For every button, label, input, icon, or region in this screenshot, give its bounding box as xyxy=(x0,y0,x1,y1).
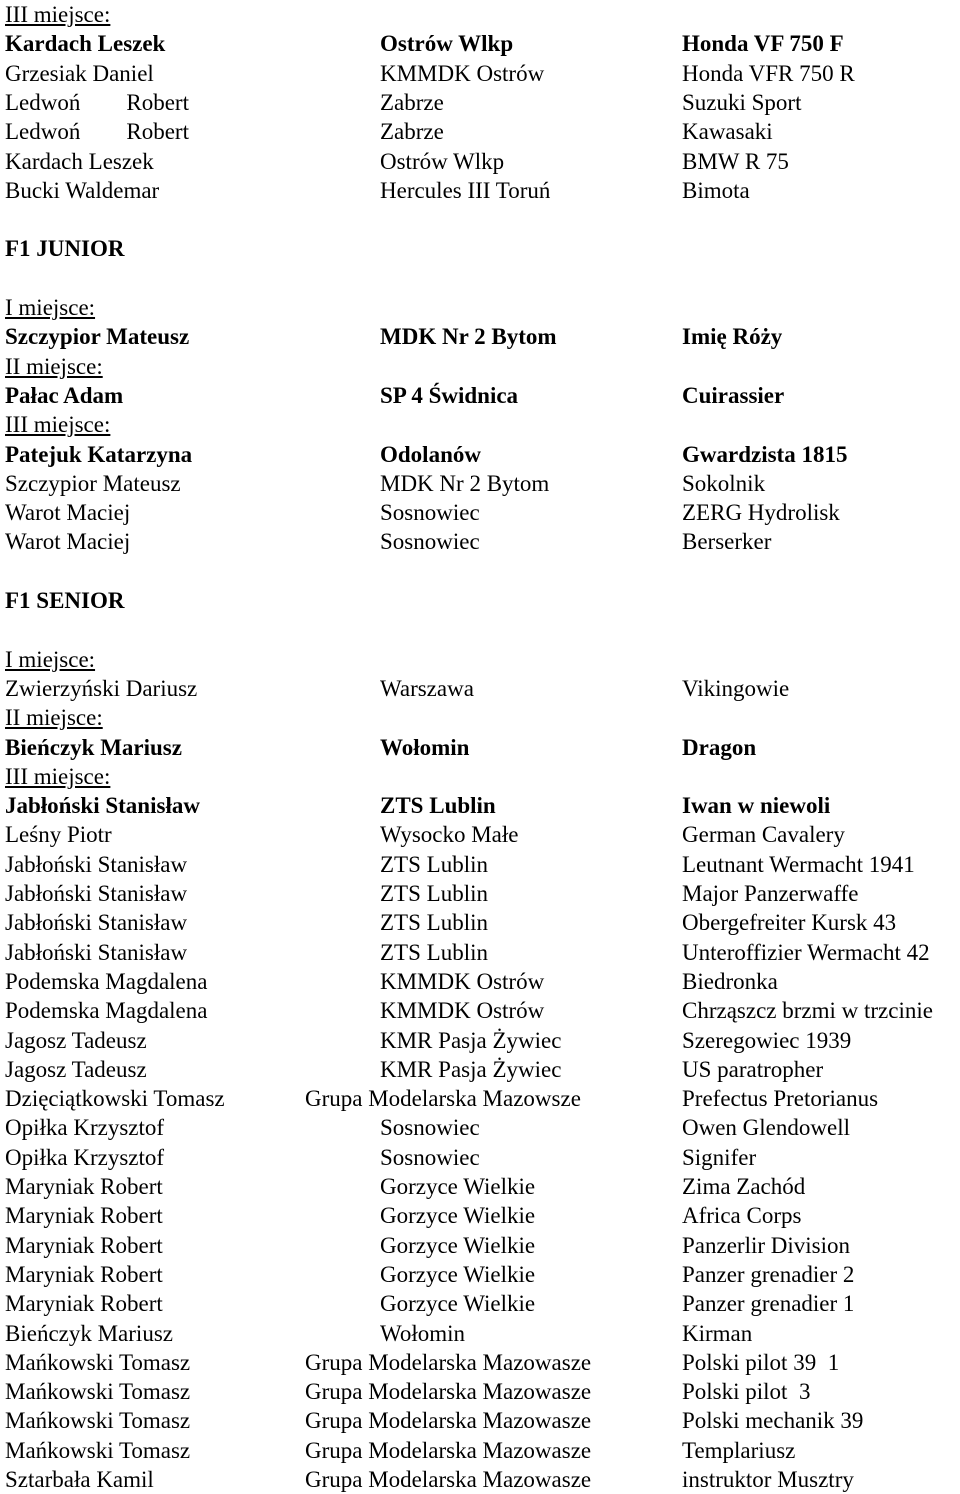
participant-name: Mańkowski Tomasz xyxy=(5,1437,191,1463)
place-label: III miejsce: xyxy=(5,412,111,438)
entry-row xyxy=(0,1260,960,1289)
model-name: Zima Zachód xyxy=(682,1174,806,1199)
category-heading-f1-senior xyxy=(0,586,960,615)
entry-row xyxy=(0,1406,960,1435)
participant-name: Kardach Leszek xyxy=(5,31,166,57)
model-name: ZERG Hydrolisk xyxy=(682,500,840,526)
entry-row xyxy=(0,1436,960,1465)
model-name: Kirman xyxy=(682,1320,753,1346)
entry-row xyxy=(0,1465,960,1494)
model-name: Suzuki Sport xyxy=(682,89,802,115)
club-name: MDK Nr 2 Bytom xyxy=(380,324,557,350)
participant-name: Dzięciątkowski Tomasz xyxy=(5,1086,225,1112)
participant-name: Szczypior Mateusz xyxy=(5,470,181,496)
place-label: III miejsce: xyxy=(5,763,111,789)
entry-row xyxy=(0,850,960,879)
place-heading xyxy=(0,352,960,381)
model-name: Polski pilot 3 xyxy=(682,1379,811,1405)
entry-row xyxy=(0,1201,960,1230)
participant-name: Ledwoń Robert xyxy=(5,89,189,115)
blank-line xyxy=(0,557,960,586)
participant-name: Mańkowski Tomasz xyxy=(5,1349,191,1375)
club-name: Ostrów Wlkp xyxy=(380,31,514,57)
club-name: Gorzyce Wielkie xyxy=(380,1261,536,1287)
entry-row xyxy=(0,117,960,146)
participant-name: Jabłoński Stanisław xyxy=(5,910,188,936)
club-name: Wołomin xyxy=(380,734,470,760)
model-name: Signifer xyxy=(682,1144,757,1170)
participant-name: Jabłoński Stanisław xyxy=(5,939,188,965)
club-name: Grupa Modelarska Mazowasze xyxy=(305,1408,592,1434)
club-name: Zabrze xyxy=(380,119,444,145)
entry-row xyxy=(0,1348,960,1377)
club-name: Grupa Modelarska Mazowasze xyxy=(305,1349,592,1375)
place-heading xyxy=(0,410,960,439)
club-name: KMR Pasja Żywiec xyxy=(380,1056,562,1082)
club-name: Wysocko Małe xyxy=(380,822,519,848)
club-name: Warszawa xyxy=(380,675,474,701)
club-name: Zabrze xyxy=(380,89,444,115)
place-heading xyxy=(0,645,960,674)
model-name: US paratropher xyxy=(682,1056,824,1082)
participant-name: Podemska Magdalena xyxy=(5,968,208,994)
club-name: MDK Nr 2 Bytom xyxy=(380,470,550,496)
model-name: Chrząszcz brzmi w trzcinie xyxy=(682,998,933,1024)
place-label: I miejsce: xyxy=(5,295,96,320)
model-name: BMW R 75 xyxy=(682,148,789,174)
blank-line xyxy=(0,264,960,293)
model-name: Africa Corps xyxy=(682,1203,802,1229)
participant-name: Maryniak Robert xyxy=(5,1174,163,1199)
entry-row xyxy=(0,733,960,762)
participant-name: Bieńczyk Mariusz xyxy=(5,1320,173,1346)
model-name: Kawasaki xyxy=(682,119,773,145)
category-heading-f1-junior xyxy=(0,234,960,263)
participant-name: Maryniak Robert xyxy=(5,1232,163,1258)
model-name: Obergefreiter Kursk 43 xyxy=(682,910,897,936)
club-name: KMMDK Ostrów xyxy=(380,998,545,1024)
blank-line xyxy=(0,205,960,234)
participant-name: Jabłoński Stanisław xyxy=(5,851,188,877)
entry-row xyxy=(0,967,960,996)
participant-name: Zwierzyński Dariusz xyxy=(5,675,198,701)
club-name: Sosnowiec xyxy=(380,1115,480,1141)
club-name: Sosnowiec xyxy=(380,500,480,526)
participant-name: Warot Maciej xyxy=(5,529,131,555)
participant-name: Mańkowski Tomasz xyxy=(5,1408,191,1434)
entry-row xyxy=(0,147,960,176)
model-name: Berserker xyxy=(682,529,772,555)
participant-name: Maryniak Robert xyxy=(5,1203,163,1229)
entry-row xyxy=(0,381,960,410)
participant-name: Jagosz Tadeusz xyxy=(5,1056,147,1082)
club-name: Grupa Modelarska Mazowasze xyxy=(305,1437,592,1463)
participant-name: Maryniak Robert xyxy=(5,1291,163,1317)
participant-name: Sztarbała Kamil xyxy=(5,1467,154,1492)
entry-row xyxy=(0,440,960,469)
entry-row xyxy=(0,1143,960,1172)
place-heading xyxy=(0,293,960,322)
participant-name: Opiłka Krzysztof xyxy=(5,1144,165,1170)
category-title: F1 JUNIOR xyxy=(5,236,125,262)
participant-name: Jabłoński Stanisław xyxy=(5,793,200,819)
entry-row xyxy=(0,791,960,820)
model-name: Biedronka xyxy=(682,968,778,994)
club-name: Wołomin xyxy=(380,1320,466,1346)
participant-name: Bucki Waldemar xyxy=(5,177,160,203)
model-name: Honda VF 750 F xyxy=(682,31,844,57)
model-name: Sokolnik xyxy=(682,470,766,496)
model-name: instruktor Musztry xyxy=(682,1467,854,1492)
club-name: Gorzyce Wielkie xyxy=(380,1291,536,1317)
entry-row xyxy=(0,469,960,498)
club-name: Gorzyce Wielkie xyxy=(380,1203,536,1229)
participant-name: Leśny Piotr xyxy=(5,822,112,848)
club-name: ZTS Lublin xyxy=(380,881,488,906)
club-name: SP 4 Świdnica xyxy=(380,382,519,408)
participant-name: Kardach Leszek xyxy=(5,148,154,174)
category-title: F1 SENIOR xyxy=(5,588,125,613)
club-name: Hercules III Toruń xyxy=(380,177,551,203)
participant-name: Bieńczyk Mariusz xyxy=(5,734,182,760)
entry-row xyxy=(0,1172,960,1201)
entry-row xyxy=(0,527,960,556)
participant-name: Pałac Adam xyxy=(5,382,124,408)
entry-row xyxy=(0,322,960,351)
club-name: Grupa Modelarska Mazowasze xyxy=(305,1379,592,1405)
model-name: Vikingowie xyxy=(682,675,790,701)
model-name: Szeregowiec 1939 xyxy=(682,1027,852,1053)
club-name: KMMDK Ostrów xyxy=(380,968,545,994)
model-name: Polski pilot 39 1 xyxy=(682,1349,840,1375)
club-name: Sosnowiec xyxy=(380,1144,480,1170)
model-name: Panzerlir Division xyxy=(682,1232,850,1258)
entry-row xyxy=(0,59,960,88)
participant-name: Grzesiak Daniel xyxy=(5,60,154,86)
model-name: Templariusz xyxy=(682,1437,796,1463)
entry-row xyxy=(0,29,960,58)
participant-name: Szczypior Mateusz xyxy=(5,324,190,350)
participant-name: Jagosz Tadeusz xyxy=(5,1027,147,1053)
model-name: Gwardzista 1815 xyxy=(682,441,848,467)
model-name: Panzer grenadier 1 xyxy=(682,1291,855,1317)
club-name: ZTS Lublin xyxy=(380,851,488,877)
place-label: I miejsce: xyxy=(5,646,96,672)
entry-row xyxy=(0,1084,960,1113)
participant-name: Maryniak Robert xyxy=(5,1261,163,1287)
participant-name: Podemska Magdalena xyxy=(5,998,208,1024)
club-name: ZTS Lublin xyxy=(380,939,488,965)
club-name: ZTS Lublin xyxy=(380,793,496,819)
entry-row xyxy=(0,908,960,937)
entry-row xyxy=(0,1289,960,1318)
entry-row xyxy=(0,1026,960,1055)
participant-name: Patejuk Katarzyna xyxy=(5,441,193,467)
club-name: Grupa Modelarska Mazowsze xyxy=(305,1086,581,1112)
place-heading xyxy=(0,703,960,732)
entry-row xyxy=(0,879,960,908)
model-name: German Cavalery xyxy=(682,822,845,848)
model-name: Honda VFR 750 R xyxy=(682,60,855,86)
participant-name: Mańkowski Tomasz xyxy=(5,1379,191,1405)
entry-row xyxy=(0,1055,960,1084)
entry-row xyxy=(0,938,960,967)
model-name: Iwan w niewoli xyxy=(682,793,831,819)
model-name: Owen Glendowell xyxy=(682,1115,850,1141)
entry-row xyxy=(0,1319,960,1348)
entry-row xyxy=(0,1231,960,1260)
entry-row xyxy=(0,820,960,849)
model-name: Cuirassier xyxy=(682,382,785,408)
club-name: Odolanów xyxy=(380,441,481,467)
model-name: Unteroffizier Wermacht 42 xyxy=(682,939,930,965)
club-name: ZTS Lublin xyxy=(380,910,488,936)
entry-row xyxy=(0,674,960,703)
place-heading xyxy=(0,0,960,29)
place-label: III miejsce: xyxy=(5,2,111,27)
entry-row xyxy=(0,1113,960,1142)
model-name: Major Panzerwaffe xyxy=(682,881,859,906)
blank-line xyxy=(0,615,960,644)
club-name: Ostrów Wlkp xyxy=(380,148,505,174)
model-name: Dragon xyxy=(682,734,757,760)
participant-name: Opiłka Krzysztof xyxy=(5,1115,165,1141)
model-name: Polski mechanik 39 xyxy=(682,1408,864,1434)
participant-name: Ledwoń Robert xyxy=(5,119,189,145)
model-name: Prefectus Pretorianus xyxy=(682,1086,879,1112)
club-name: Sosnowiec xyxy=(380,529,480,555)
model-name: Imię Róży xyxy=(682,324,783,350)
place-heading xyxy=(0,762,960,791)
model-name: Bimota xyxy=(682,177,750,203)
model-name: Panzer grenadier 2 xyxy=(682,1261,855,1287)
club-name: Gorzyce Wielkie xyxy=(380,1232,536,1258)
place-label: II miejsce: xyxy=(5,705,103,731)
model-name: Leutnant Wermacht 1941 xyxy=(682,851,915,877)
entry-row xyxy=(0,498,960,527)
club-name: KMMDK Ostrów xyxy=(380,60,545,86)
club-name: KMR Pasja Żywiec xyxy=(380,1027,562,1053)
entry-row xyxy=(0,176,960,205)
participant-name: Jabłoński Stanisław xyxy=(5,881,188,906)
participant-name: Warot Maciej xyxy=(5,500,131,526)
entry-row xyxy=(0,88,960,117)
entry-row xyxy=(0,996,960,1025)
place-label: II miejsce: xyxy=(5,353,103,379)
entry-row xyxy=(0,1377,960,1406)
club-name: Gorzyce Wielkie xyxy=(380,1174,536,1199)
club-name: Grupa Modelarska Mazowasze xyxy=(305,1467,592,1492)
